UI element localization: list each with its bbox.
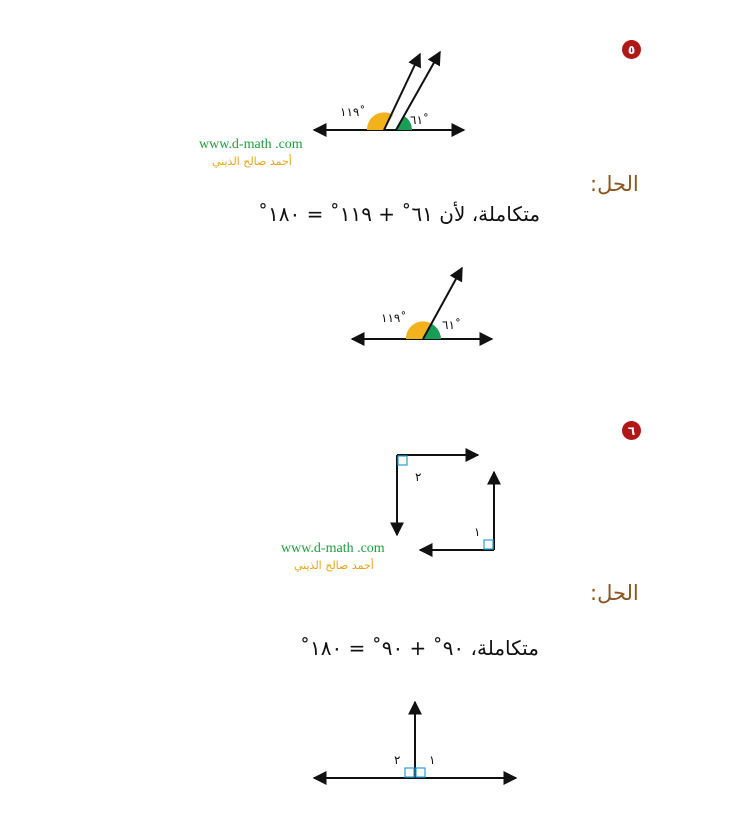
angle-label-61: ٦١˚: [442, 318, 461, 332]
watermark-author: أحمد صالح الذيني: [294, 559, 374, 572]
solution-text: متكاملة، ٩٠˚ + ٩٠˚ = ١٨٠˚: [300, 636, 539, 660]
solution-text: متكاملة، لأن ٦١˚ + ١١٩˚ = ١٨٠˚: [258, 202, 541, 226]
right-angle-marker-right: [416, 768, 425, 777]
watermark-url: www.d-math .com: [199, 137, 303, 152]
watermark-url: www.d-math .com: [281, 541, 385, 556]
angle-label-1: ١: [474, 525, 481, 539]
solution-label: الحل:: [590, 172, 639, 196]
solution-label: الحل:: [590, 581, 639, 605]
angle-label-119: ١١٩˚: [381, 311, 407, 325]
right-angle-marker-left: [405, 768, 414, 777]
angle-label-61: ٦١˚: [410, 113, 429, 127]
problem-number-badge: ٦: [622, 421, 641, 440]
angle-label-2: ٢: [415, 470, 422, 484]
problem-number-badge: ٥: [622, 40, 641, 59]
angle-label-119: ١١٩˚: [340, 105, 366, 119]
angle-label-2: ٢: [394, 753, 401, 767]
angle-label-1: ١: [429, 753, 436, 767]
watermark-author: أحمد صالح الذيني: [212, 155, 292, 168]
